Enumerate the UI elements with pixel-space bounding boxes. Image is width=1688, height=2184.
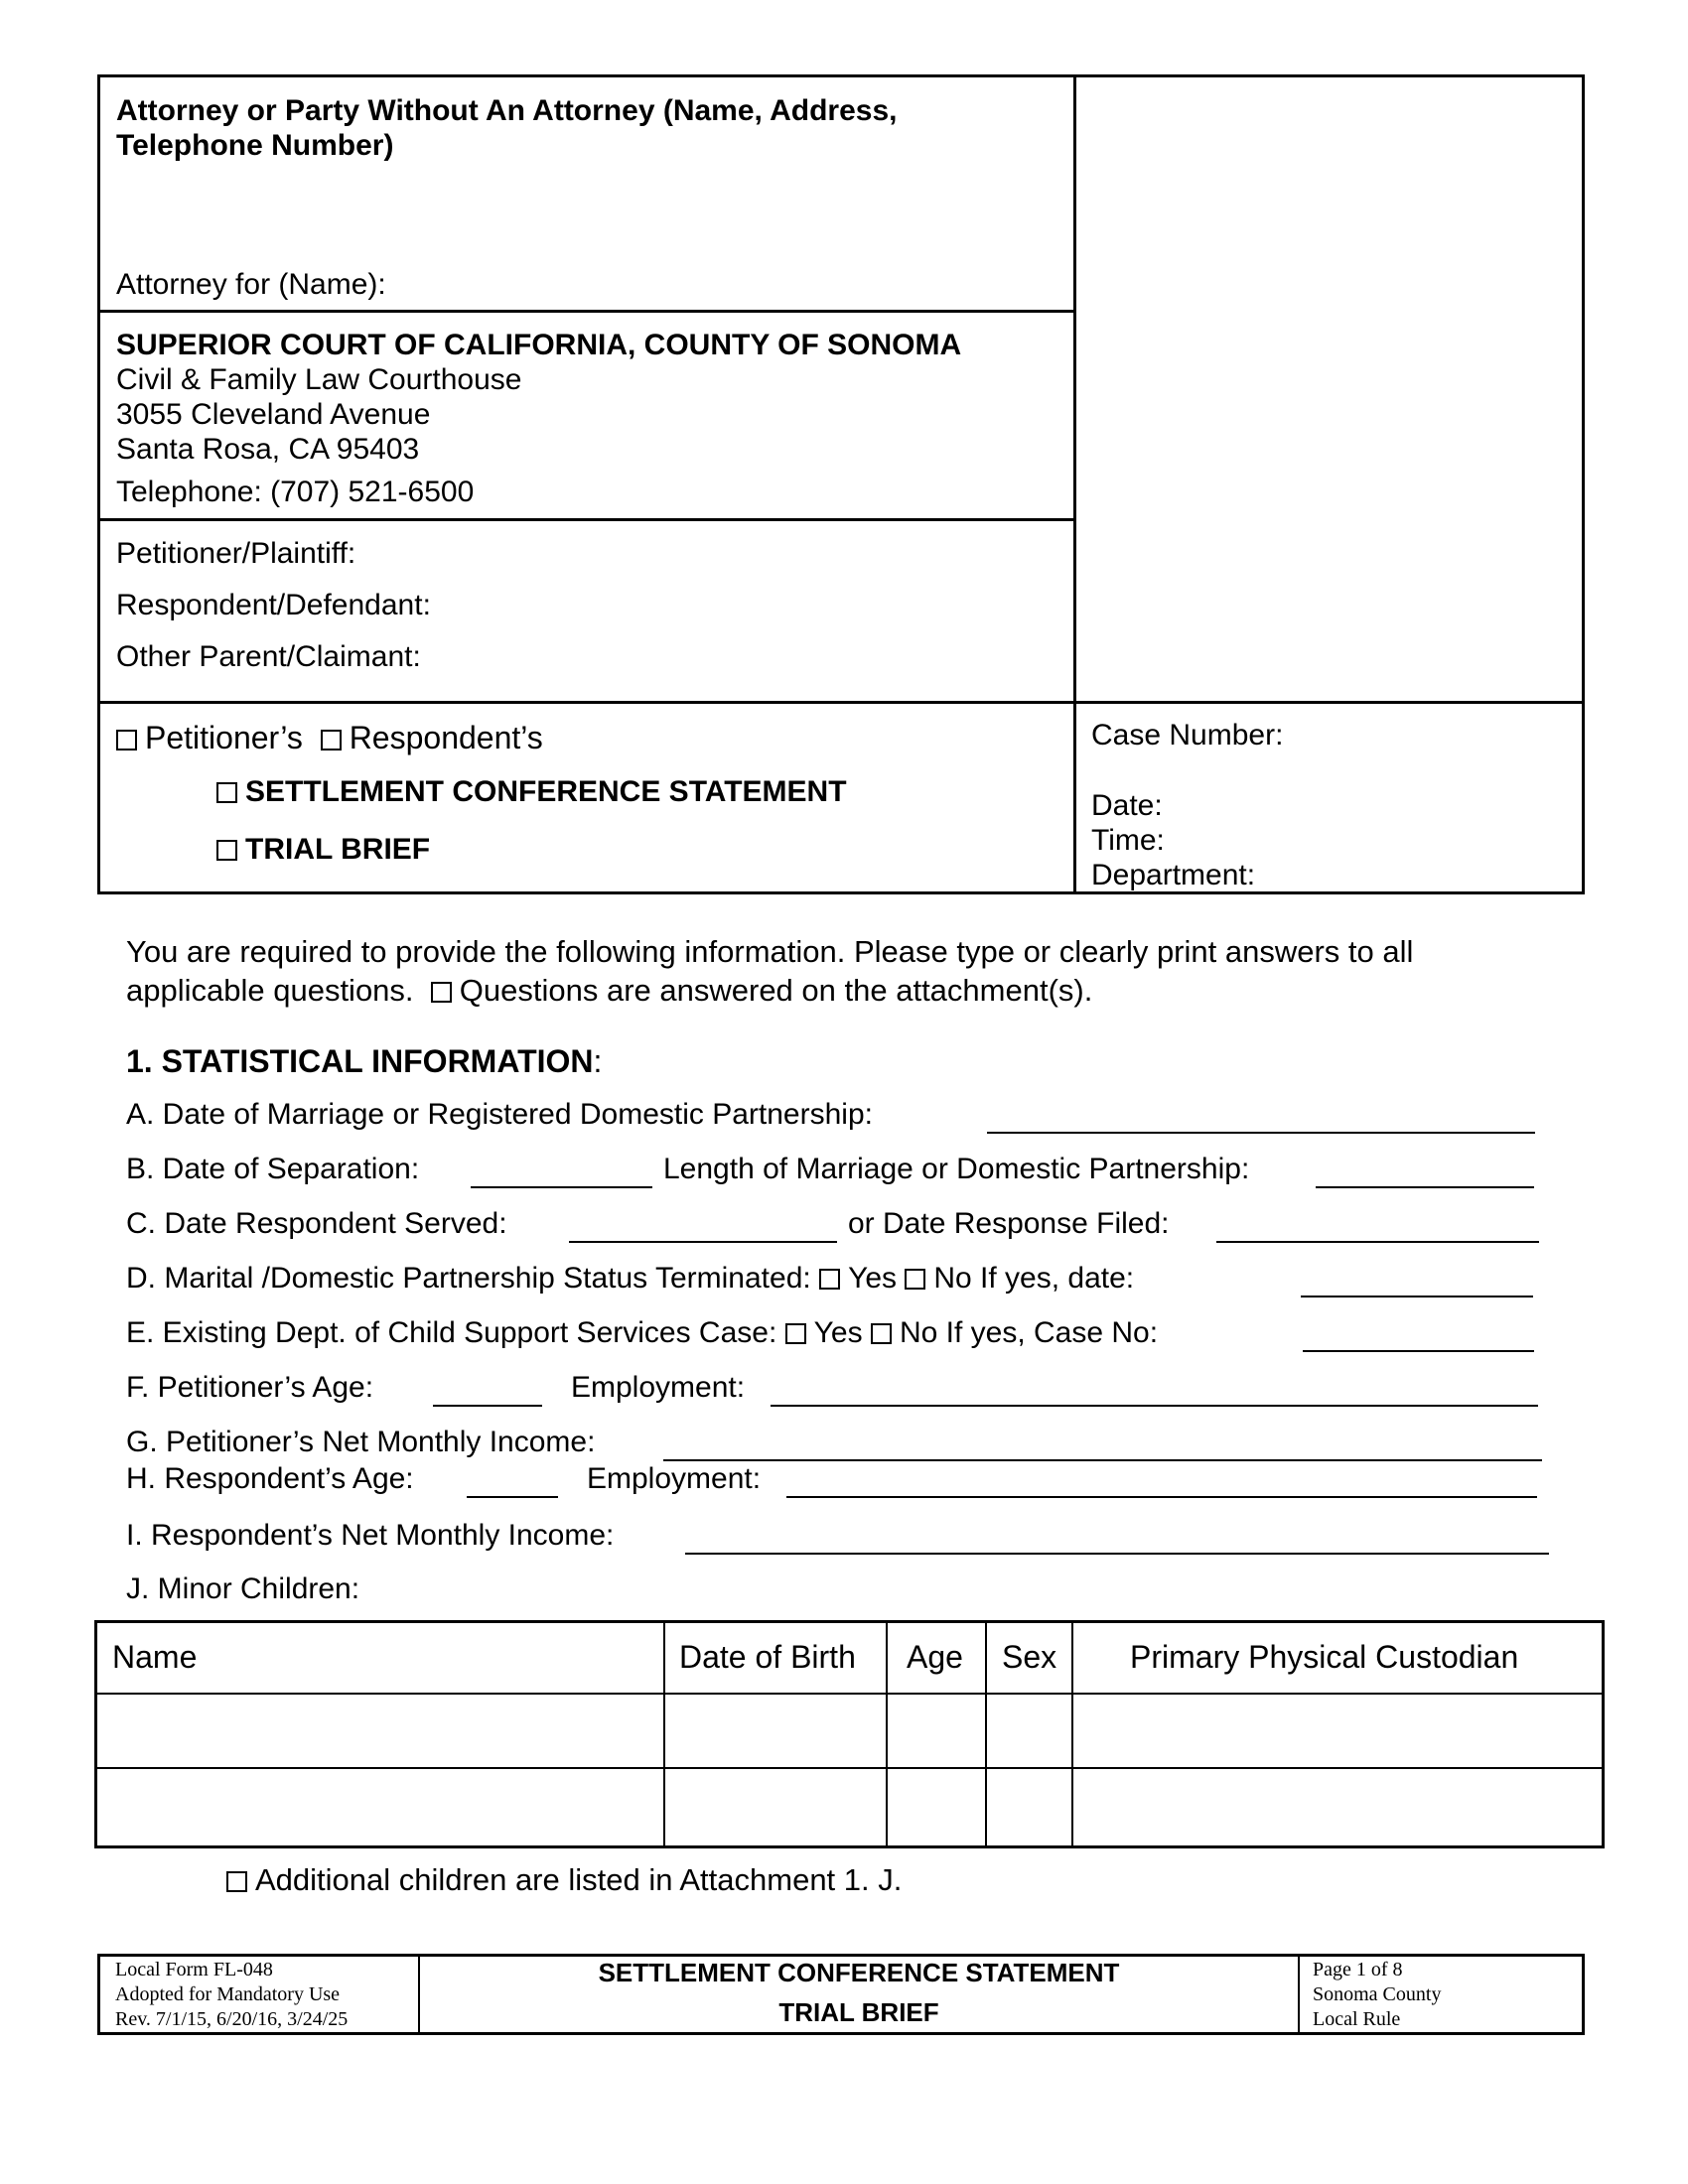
additional-children-checkbox[interactable] <box>226 1871 247 1892</box>
footer-subtitle: TRIAL BRIEF <box>778 1997 939 2027</box>
caption-divider-1 <box>97 310 1075 313</box>
item-f-label: F. Petitioner’s Age: <box>126 1371 374 1404</box>
status-terminated-yes-label: Yes <box>848 1262 898 1295</box>
item-d <box>126 1262 1134 1296</box>
court-name: SUPERIOR COURT OF CALIFORNIA, COUNTY OF SONOMA <box>116 329 962 361</box>
footer-form-number: Local Form FL-048 <box>115 1959 273 1980</box>
petitioners-checkbox-label: Petitioner’s <box>145 720 303 755</box>
respondent-age-field[interactable] <box>467 1496 558 1498</box>
petitioner-income-field[interactable] <box>663 1459 1542 1461</box>
intro-line2 <box>126 974 1092 1008</box>
attorney-label: Attorney or Party Without An Attorney (Name, Address, <box>116 94 898 127</box>
separation-date-field[interactable] <box>471 1186 652 1188</box>
section1-title <box>126 1044 602 1078</box>
respondent-employment-field[interactable] <box>786 1496 1537 1498</box>
dcss-case-yes-checkbox[interactable] <box>785 1323 806 1344</box>
footer-mandatory-use: Adopted for Mandatory Use <box>115 1983 341 2005</box>
dcss-case-yes-label: Yes <box>813 1316 863 1349</box>
termination-date-field[interactable] <box>1301 1296 1533 1297</box>
settlement-checkbox-label: SETTLEMENT CONFERENCE STATEMENT <box>245 775 847 808</box>
response-filed-field[interactable] <box>1216 1241 1539 1243</box>
trial-brief-option <box>216 833 430 867</box>
dcss-case-number-field[interactable] <box>1303 1350 1534 1352</box>
column-header-sex: Sex <box>1002 1639 1057 1675</box>
column-header-date-of-birth: Date of Birth <box>679 1639 856 1675</box>
intro-line1: You are required to provide the following information. Please type or clearly print answers to all <box>126 934 1414 969</box>
court-phone: Telephone: (707) 521-6500 <box>116 476 475 508</box>
column-header-primary-physical-custodian: Primary Physical Custodian <box>1130 1639 1519 1675</box>
item-e <box>126 1316 1158 1350</box>
item-a-label: A. Date of Marriage or Registered Domestic Partnership: <box>126 1098 873 1131</box>
marriage-length-field[interactable] <box>1316 1186 1534 1188</box>
trial-brief-checkbox[interactable] <box>216 840 237 861</box>
child-2-sex-cell[interactable] <box>987 1769 1071 1845</box>
status-terminated-yes-checkbox[interactable] <box>819 1269 840 1290</box>
department-label: Department: <box>1091 859 1256 891</box>
child-2-custodian-cell[interactable] <box>1073 1769 1602 1845</box>
respondents-checkbox[interactable] <box>321 730 342 751</box>
trial-brief-checkbox-label: TRIAL BRIEF <box>245 833 431 866</box>
settlement-checkbox[interactable] <box>216 782 237 803</box>
status-terminated-no-label: No If yes, date: <box>933 1262 1135 1295</box>
respondent-label: Respondent/Defendant: <box>116 589 431 621</box>
party-checkboxes <box>116 721 543 754</box>
attachment-checkbox[interactable] <box>431 982 452 1003</box>
dcss-case-no-label: No If yes, Case No: <box>899 1316 1159 1349</box>
item-c-label: C. Date Respondent Served: <box>126 1207 507 1240</box>
dcss-case-no-checkbox[interactable] <box>871 1323 892 1344</box>
other-parent-label: Other Parent/Claimant: <box>116 640 421 673</box>
column-header-age: Age <box>907 1639 963 1675</box>
item-b-length-label: Length of Marriage or Domestic Partnership: <box>663 1153 1250 1185</box>
item-e-label: E. Existing Dept. of Child Support Services Case: <box>126 1316 777 1349</box>
child-1-dob-cell[interactable] <box>665 1695 886 1767</box>
status-terminated-no-checkbox[interactable] <box>905 1269 925 1290</box>
item-f-employment-label: Employment: <box>571 1371 746 1404</box>
time-label: Time: <box>1091 824 1165 857</box>
court-address-line1: Civil & Family Law Courthouse <box>116 363 522 396</box>
item-c-response-label: or Date Response Filed: <box>848 1207 1170 1240</box>
footer-revision: Rev. 7/1/15, 6/20/16, 3/24/25 <box>115 2008 349 2030</box>
child-1-age-cell[interactable] <box>888 1695 985 1767</box>
child-1-custodian-cell[interactable] <box>1073 1695 1602 1767</box>
intro-line2-text: applicable questions. <box>126 973 414 1008</box>
respondents-checkbox-label: Respondent’s <box>349 720 543 755</box>
column-header-name: Name <box>112 1639 198 1675</box>
case-number-label: Case Number: <box>1091 719 1284 751</box>
child-2-dob-cell[interactable] <box>665 1769 886 1845</box>
item-b-label: B. Date of Separation: <box>126 1153 420 1185</box>
caption-divider-2 <box>97 518 1075 521</box>
footer-local-rule: Local Rule <box>1313 2008 1401 2030</box>
court-address-line2: 3055 Cleveland Avenue <box>116 398 431 431</box>
marriage-date-field[interactable] <box>987 1132 1535 1134</box>
petitioner-age-field[interactable] <box>433 1405 542 1407</box>
date-label: Date: <box>1091 789 1163 822</box>
item-g-label: G. Petitioner’s Net Monthly Income: <box>126 1426 596 1458</box>
item-i-label: I. Respondent’s Net Monthly Income: <box>126 1519 615 1552</box>
petitioners-checkbox[interactable] <box>116 730 137 751</box>
attorney-label-line2: Telephone Number) <box>116 129 394 162</box>
respondent-income-field[interactable] <box>685 1553 1549 1555</box>
child-1-name-cell[interactable] <box>97 1695 663 1767</box>
item-d-label: D. Marital /Domestic Partnership Status Terminated: <box>126 1262 811 1295</box>
additional-children-label: Additional children are listed in Attachment 1. J. <box>255 1862 903 1897</box>
footer-county: Sonoma County <box>1313 1983 1442 2005</box>
item-h-employment-label: Employment: <box>587 1462 762 1495</box>
child-2-age-cell[interactable] <box>888 1769 985 1845</box>
child-1-sex-cell[interactable] <box>987 1695 1071 1767</box>
item-h-label: H. Respondent’s Age: <box>126 1462 414 1495</box>
footer-title: SETTLEMENT CONFERENCE STATEMENT <box>598 1958 1120 1987</box>
caption-divider-vertical <box>1073 74 1076 894</box>
child-2-name-cell[interactable] <box>97 1769 663 1845</box>
petitioner-label: Petitioner/Plaintiff: <box>116 537 356 570</box>
settlement-option <box>216 775 847 809</box>
court-address-line3: Santa Rosa, CA 95403 <box>116 433 420 466</box>
item-j-label: J. Minor Children: <box>126 1572 360 1605</box>
attachment-checkbox-label: Questions are answered on the attachment(s). <box>459 973 1093 1008</box>
additional-children <box>226 1863 902 1897</box>
footer-page-number: Page 1 of 8 <box>1313 1959 1403 1980</box>
section1-title-colon: : <box>593 1043 603 1079</box>
respondent-served-field[interactable] <box>569 1241 837 1243</box>
footer-divider-right <box>1298 1954 1300 2035</box>
section1-title-text: 1. STATISTICAL INFORMATION <box>126 1043 594 1079</box>
caption-divider-3 <box>97 701 1585 704</box>
petitioner-employment-field[interactable] <box>771 1405 1538 1407</box>
attorney-for-label: Attorney for (Name): <box>116 268 386 301</box>
